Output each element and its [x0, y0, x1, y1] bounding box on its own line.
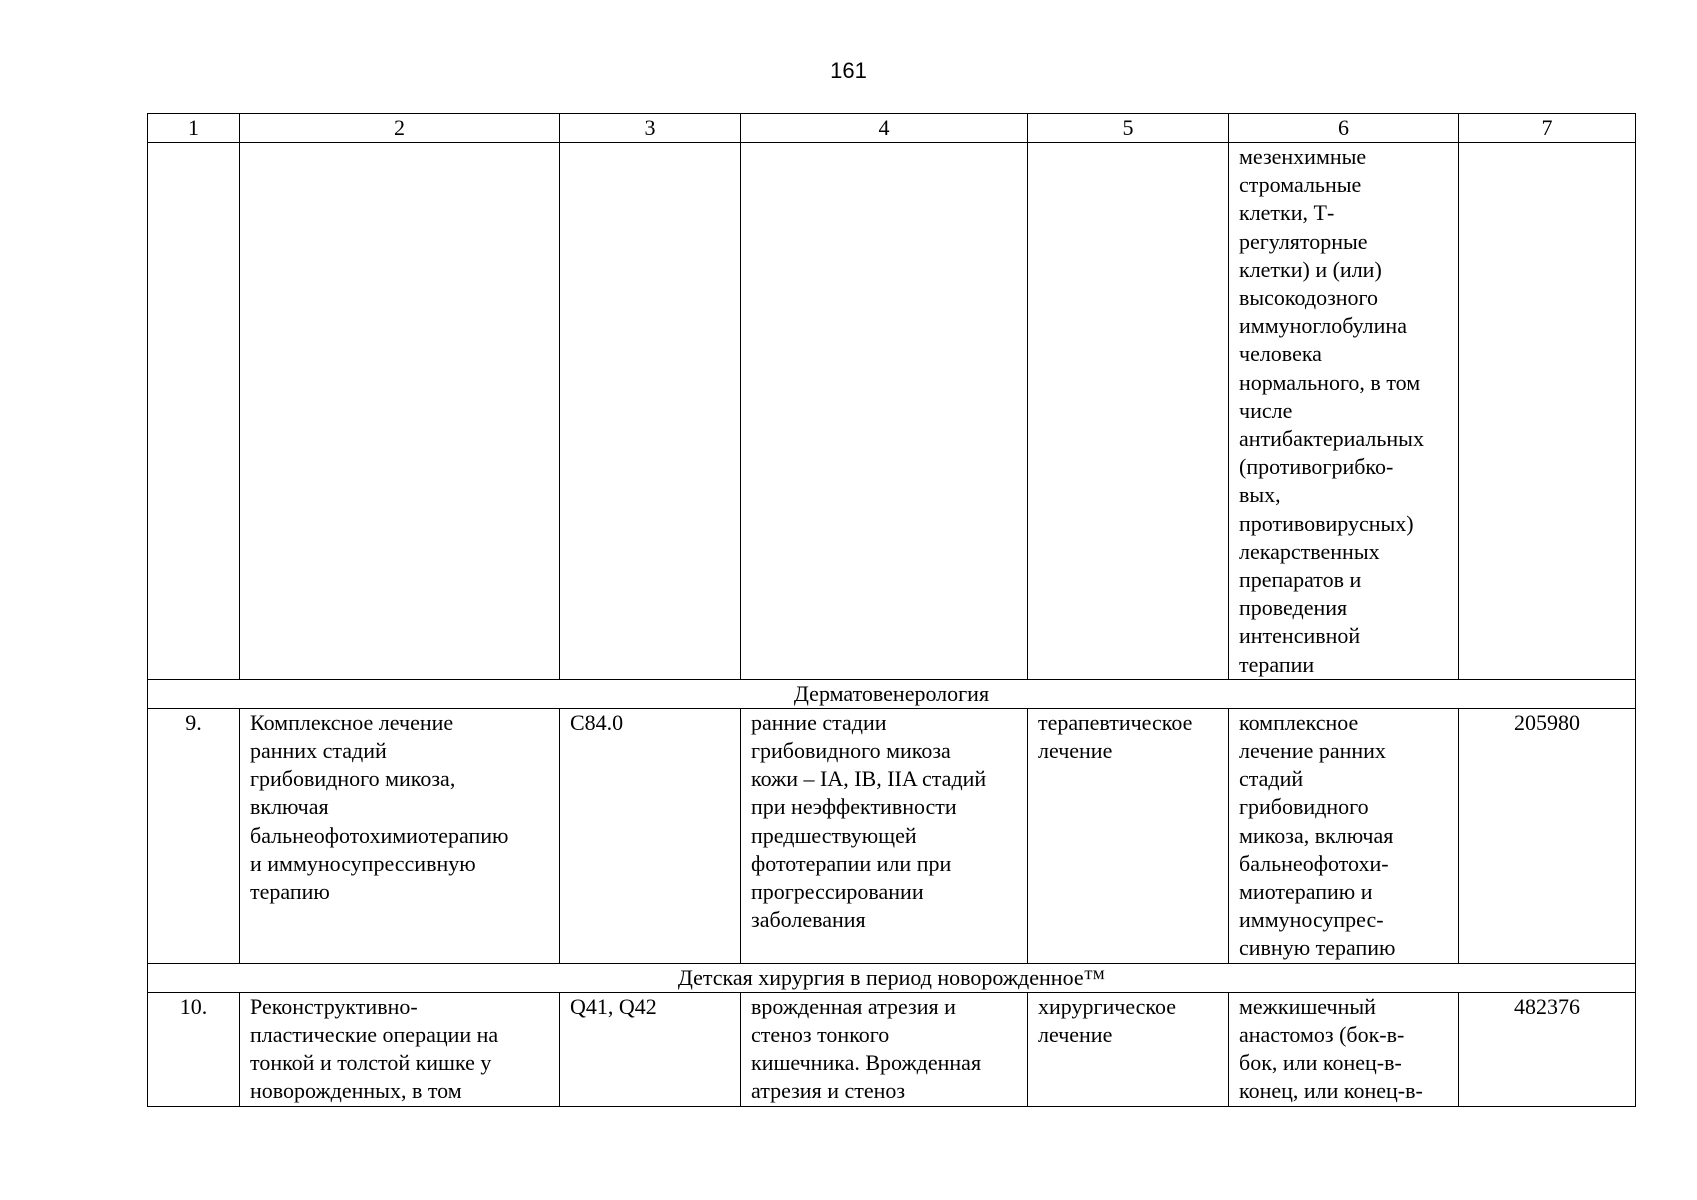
column-number-row	[148, 114, 1636, 143]
column-header-1: 1	[148, 114, 240, 143]
page-number: 161	[830, 58, 867, 83]
cell-empty	[240, 143, 560, 680]
column-header-3: 3	[560, 114, 741, 143]
patient-model: врожденная атрезия и стеноз тонкого кишечника. Врожденная атрезия и стеноз	[741, 992, 1028, 1106]
row-number: 9.	[148, 708, 240, 963]
diagnosis-code: C84.0	[560, 708, 741, 963]
row-number: 10.	[148, 992, 240, 1106]
column-header-2: 2	[240, 114, 560, 143]
treatment-method: комплексное лечение ранних стадий грибовидного микоза, включая бальнеофотохи- миотерапию и иммуносупрес- сивную терапию	[1229, 708, 1459, 963]
section-header-row	[148, 679, 1636, 708]
treatment-type: терапевтическое лечение	[1028, 708, 1229, 963]
patient-model: ранние стадии грибовидного микоза кожи – IA, IB, IIA стадий при неэффективности предшествующей фототерапии или при прогрессировании заболевания	[741, 708, 1028, 963]
section-title-neonatal-surgery: Детская хирургия в период новорожденное™	[148, 963, 1636, 992]
table-row-continuation	[148, 143, 1636, 680]
care-name: Реконструктивно- пластические операции на тонкой и толстой кишке у новорожденных, в том	[240, 992, 560, 1106]
column-header-4: 4	[741, 114, 1028, 143]
cell-empty	[1459, 143, 1636, 680]
section-title-dermatovenerology: Дерматовенерология	[148, 679, 1636, 708]
cell-empty	[1028, 143, 1229, 680]
cell-empty	[741, 143, 1028, 680]
price-value: 205980	[1459, 708, 1636, 963]
column-header-6: 6	[1229, 114, 1459, 143]
treatment-method-continued: мезенхимные стромальные клетки, Т- регуляторные клетки) и (или) высокодозного иммуноглобулина человека нормального, в том числе антибактериальных (противогрибко- вых, противовирусных) лекарственных препаратов и проведения интенсивной терапии	[1229, 143, 1459, 680]
table-row	[148, 992, 1636, 1106]
cell-empty	[148, 143, 240, 680]
diagnosis-code: Q41, Q42	[560, 992, 741, 1106]
medical-care-table	[147, 113, 1636, 1107]
section-header-row	[148, 963, 1636, 992]
table-row	[148, 708, 1636, 963]
column-header-7: 7	[1459, 114, 1636, 143]
treatment-method: межкишечный анастомоз (бок-в- бок, или конец-в- конец, или конец-в-	[1229, 992, 1459, 1106]
treatment-type: хирургическое лечение	[1028, 992, 1229, 1106]
cell-empty	[560, 143, 741, 680]
care-name: Комплексное лечение ранних стадий грибовидного микоза, включая бальнеофотохимиотерапию и иммуносупрессивную терапию	[240, 708, 560, 963]
column-header-5: 5	[1028, 114, 1229, 143]
price-value: 482376	[1459, 992, 1636, 1106]
